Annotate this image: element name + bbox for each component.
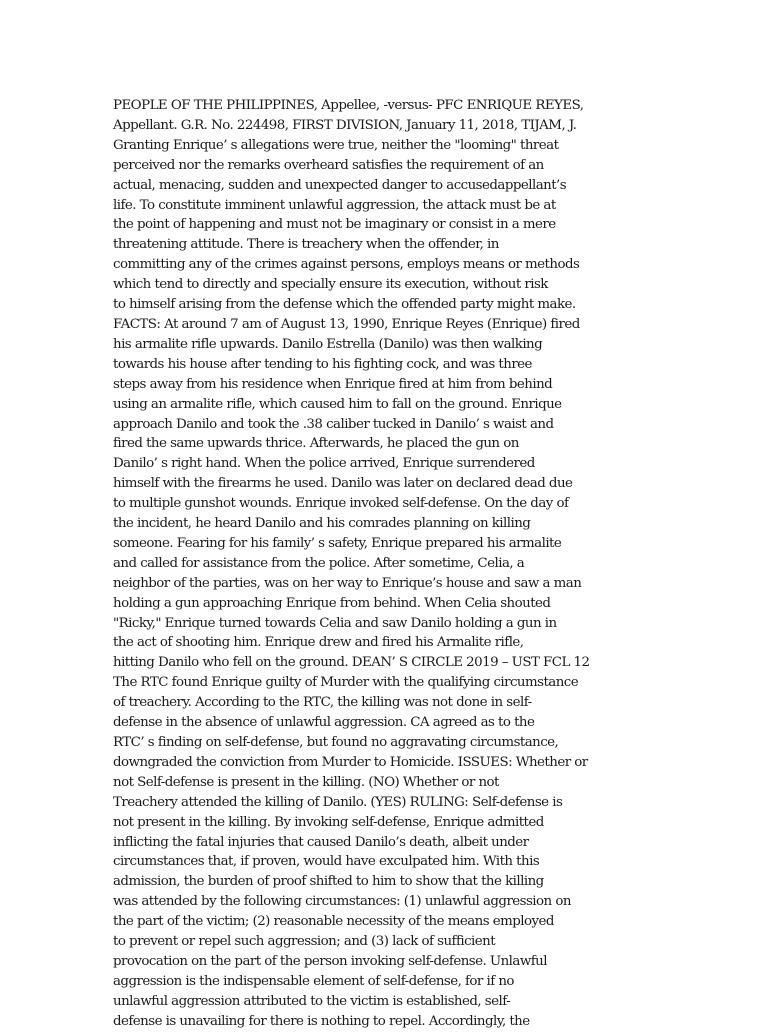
document-text-line: holding a gun approaching Enrique from behind. When Celia shouted [113,595,551,611]
document-text-line: to himself arising from the defense which the offended party might make. [113,297,576,313]
document-text-line: fired the same upwards thrice. Afterwards, he placed the gun on [113,436,519,452]
document-text-line: towards his house after tending to his fighting cock, and was three [113,356,532,372]
document-text-line: not Self-defense is present in the killing. (NO) Whether or not [113,774,499,790]
document-text-line: life. To constitute imminent unlawful aggression, the attack must be at [113,197,556,213]
document-text-line: downgraded the conviction from Murder to Homicide. ISSUES: Whether or [113,754,588,770]
document-text-line: Danilo’ s right hand. When the police arrived, Enrique surrendered [113,456,535,472]
document-text-line: admission, the burden of proof shifted to him to show that the killing [113,874,544,890]
document-text-line: Appellant. G.R. No. 224498, FIRST DIVISION, January 11, 2018, TIJAM, J. [113,117,577,133]
document-text-line: PEOPLE OF THE PHILIPPINES, Appellee, -versus- PFC ENRIQUE REYES, [113,98,584,113]
document-text-line: the part of the victim; (2) reasonable necessity of the means employed [113,914,554,930]
document-text-line: using an armalite rifle, which caused him to fall on the ground. Enrique [113,396,562,412]
document-text-line: the act of shooting him. Enrique drew and fired his Armalite rifle, [113,635,524,651]
document-text-line: the incident, he heard Danilo and his comrades planning on killing [113,516,531,532]
document-text-line: was attended by the following circumstances: (1) unlawful aggression on [113,894,571,910]
document-text-line: of treachery. According to the RTC, the killing was not done in self- [113,695,532,711]
document-text-line: someone. Fearing for his family’ s safety, Enrique prepared his armalite [113,535,562,551]
document-text-line: neighbor of the parties, was on her way to Enrique’s house and saw a man [113,575,582,591]
document-text-line: and called for assistance from the police. After sometime, Celia, a [113,555,525,571]
document-body-text [113,96,661,1032]
document-text-line: inflicting the fatal injuries that caused Danilo’s death, albeit under [113,834,529,850]
document-text-line: approach Danilo and took the .38 caliber tucked in Danilo’ s waist and [113,416,554,432]
document-text-line: "Ricky," Enrique turned towards Celia and saw Danilo holding a gun in [113,615,557,631]
document-text-line: RTC’ s finding on self-defense, but found no aggravating circumstance, [113,735,559,750]
document-text-line: perceived nor the remarks overheard satisfies the requirement of an [113,157,544,173]
document-text-line: aggression is the indispensable element of self-defense, for if no [113,973,514,989]
document-text-line: to prevent or repel such aggression; and (3) lack of sufficient [113,934,496,950]
document-text-line: not present in the killing. By invoking self-defense, Enrique admitted [113,814,544,830]
document-text-line: which tend to directly and specially ensure its execution, without risk [113,277,548,293]
document-text-line: The RTC found Enrique guilty of Murder with the qualifying circumstance [113,675,579,691]
document-text-line: the point of happening and must not be imaginary or consist in a mere [113,217,556,233]
document-text-line: himself with the firearms he used. Danilo was later on declared dead due [113,476,573,492]
document-text-line: threatening attitude. There is treachery when the offender, in [113,237,499,253]
document-text-line: provocation on the part of the person invoking self-defense. Unlawful [113,953,547,969]
document-text-line: FACTS: At around 7 am of August 13, 1990, Enrique Reyes (Enrique) fired [113,316,580,332]
document-text-line: hitting Danilo who fell on the ground. DEAN’ S CIRCLE 2019 – UST FCL 12 [113,655,590,671]
document-text-line: circumstances that, if proven, would have exculpated him. With this [113,854,540,870]
document-text-line: to multiple gunshot wounds. Enrique invoked self-defense. On the day of [113,496,569,512]
document-text-line: actual, menacing, sudden and unexpected danger to accusedappellant’s [113,177,567,193]
document-text-line: steps away from his residence when Enrique fired at him from behind [113,376,553,392]
document-text-line: Treachery attended the killing of Danilo. (YES) RULING: Self-defense is [113,794,563,810]
document-text-line: defense is unavailing for there is nothing to repel. Accordingly, the [113,1013,530,1029]
document-text-line: Granting Enrique’ s allegations were true, neither the "looming" threat [113,137,559,153]
document-text-line: committing any of the crimes against persons, employs means or methods [113,257,580,273]
document-text-line: defense in the absence of unlawful aggression. CA agreed as to the [113,715,535,731]
document-text-line: unlawful aggression attributed to the victim is established, self- [113,993,511,1009]
document-text-line: his armalite rifle upwards. Danilo Estrella (Danilo) was then walking [113,336,543,352]
